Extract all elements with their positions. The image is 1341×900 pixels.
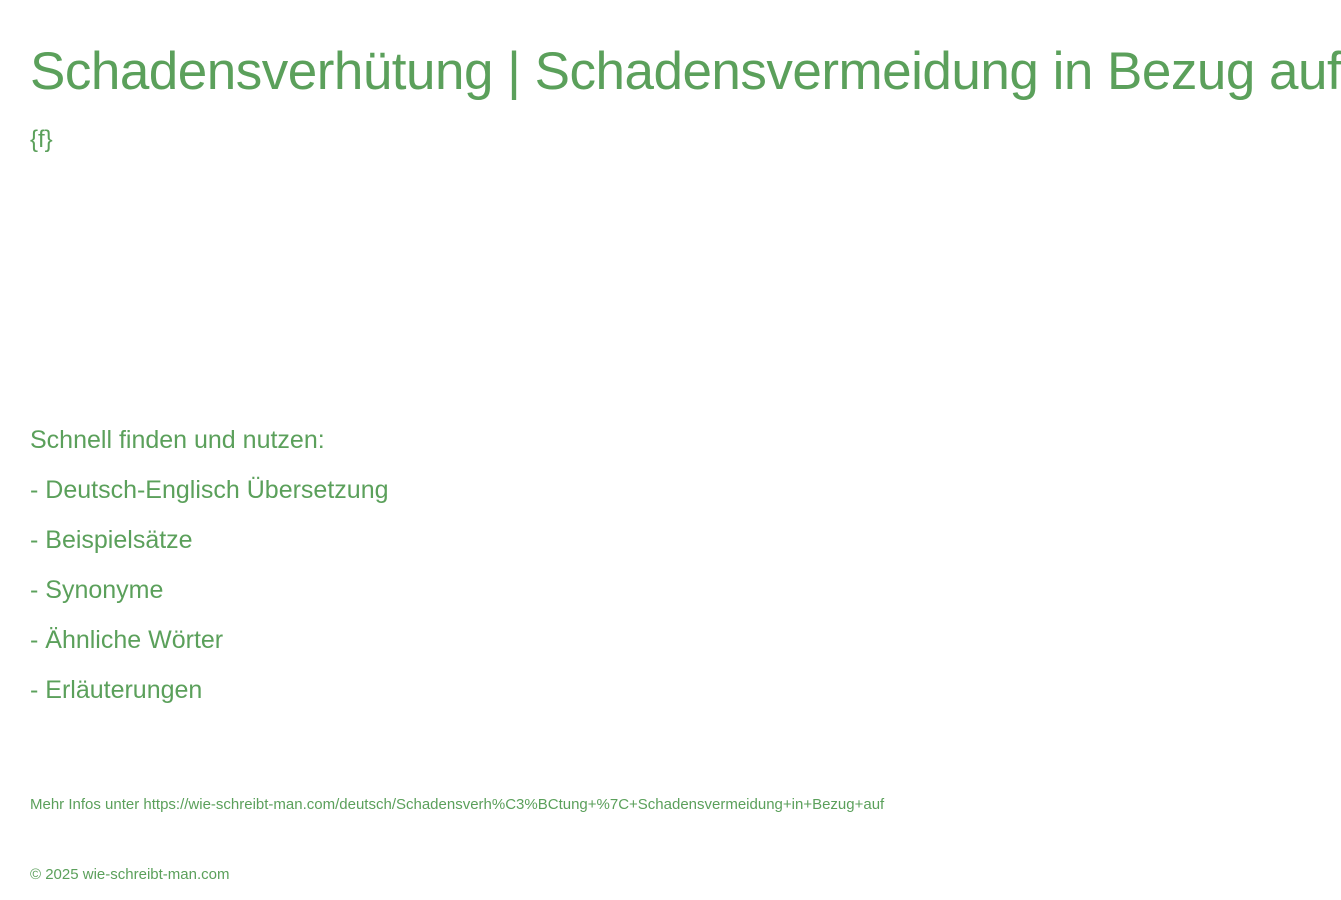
feature-list-intro: Schnell finden und nutzen:	[30, 426, 325, 454]
feature-item-similar-words: - Ähnliche Wörter	[30, 626, 224, 654]
feature-list	[30, 425, 389, 725]
feature-item-synonyms: - Synonyme	[30, 576, 164, 604]
more-info-link[interactable]: Mehr Infos unter https://wie-schreibt-man.com/deutsch/Schadensverh%C3%BCtung+%7C+Schadensvermeidung+in+Bezug+auf	[30, 796, 885, 813]
page-title: Schadensverhütung | Schadensvermeidung in Bezug auf	[30, 42, 1341, 101]
gender-label: {f}	[30, 126, 53, 153]
copyright-notice: © 2025 wie-schreibt-man.com	[30, 866, 230, 883]
feature-item-translation: - Deutsch-Englisch Übersetzung	[30, 476, 389, 504]
feature-item-example-sentences: - Beispielsätze	[30, 526, 193, 554]
feature-item-explanations: - Erläuterungen	[30, 676, 203, 704]
